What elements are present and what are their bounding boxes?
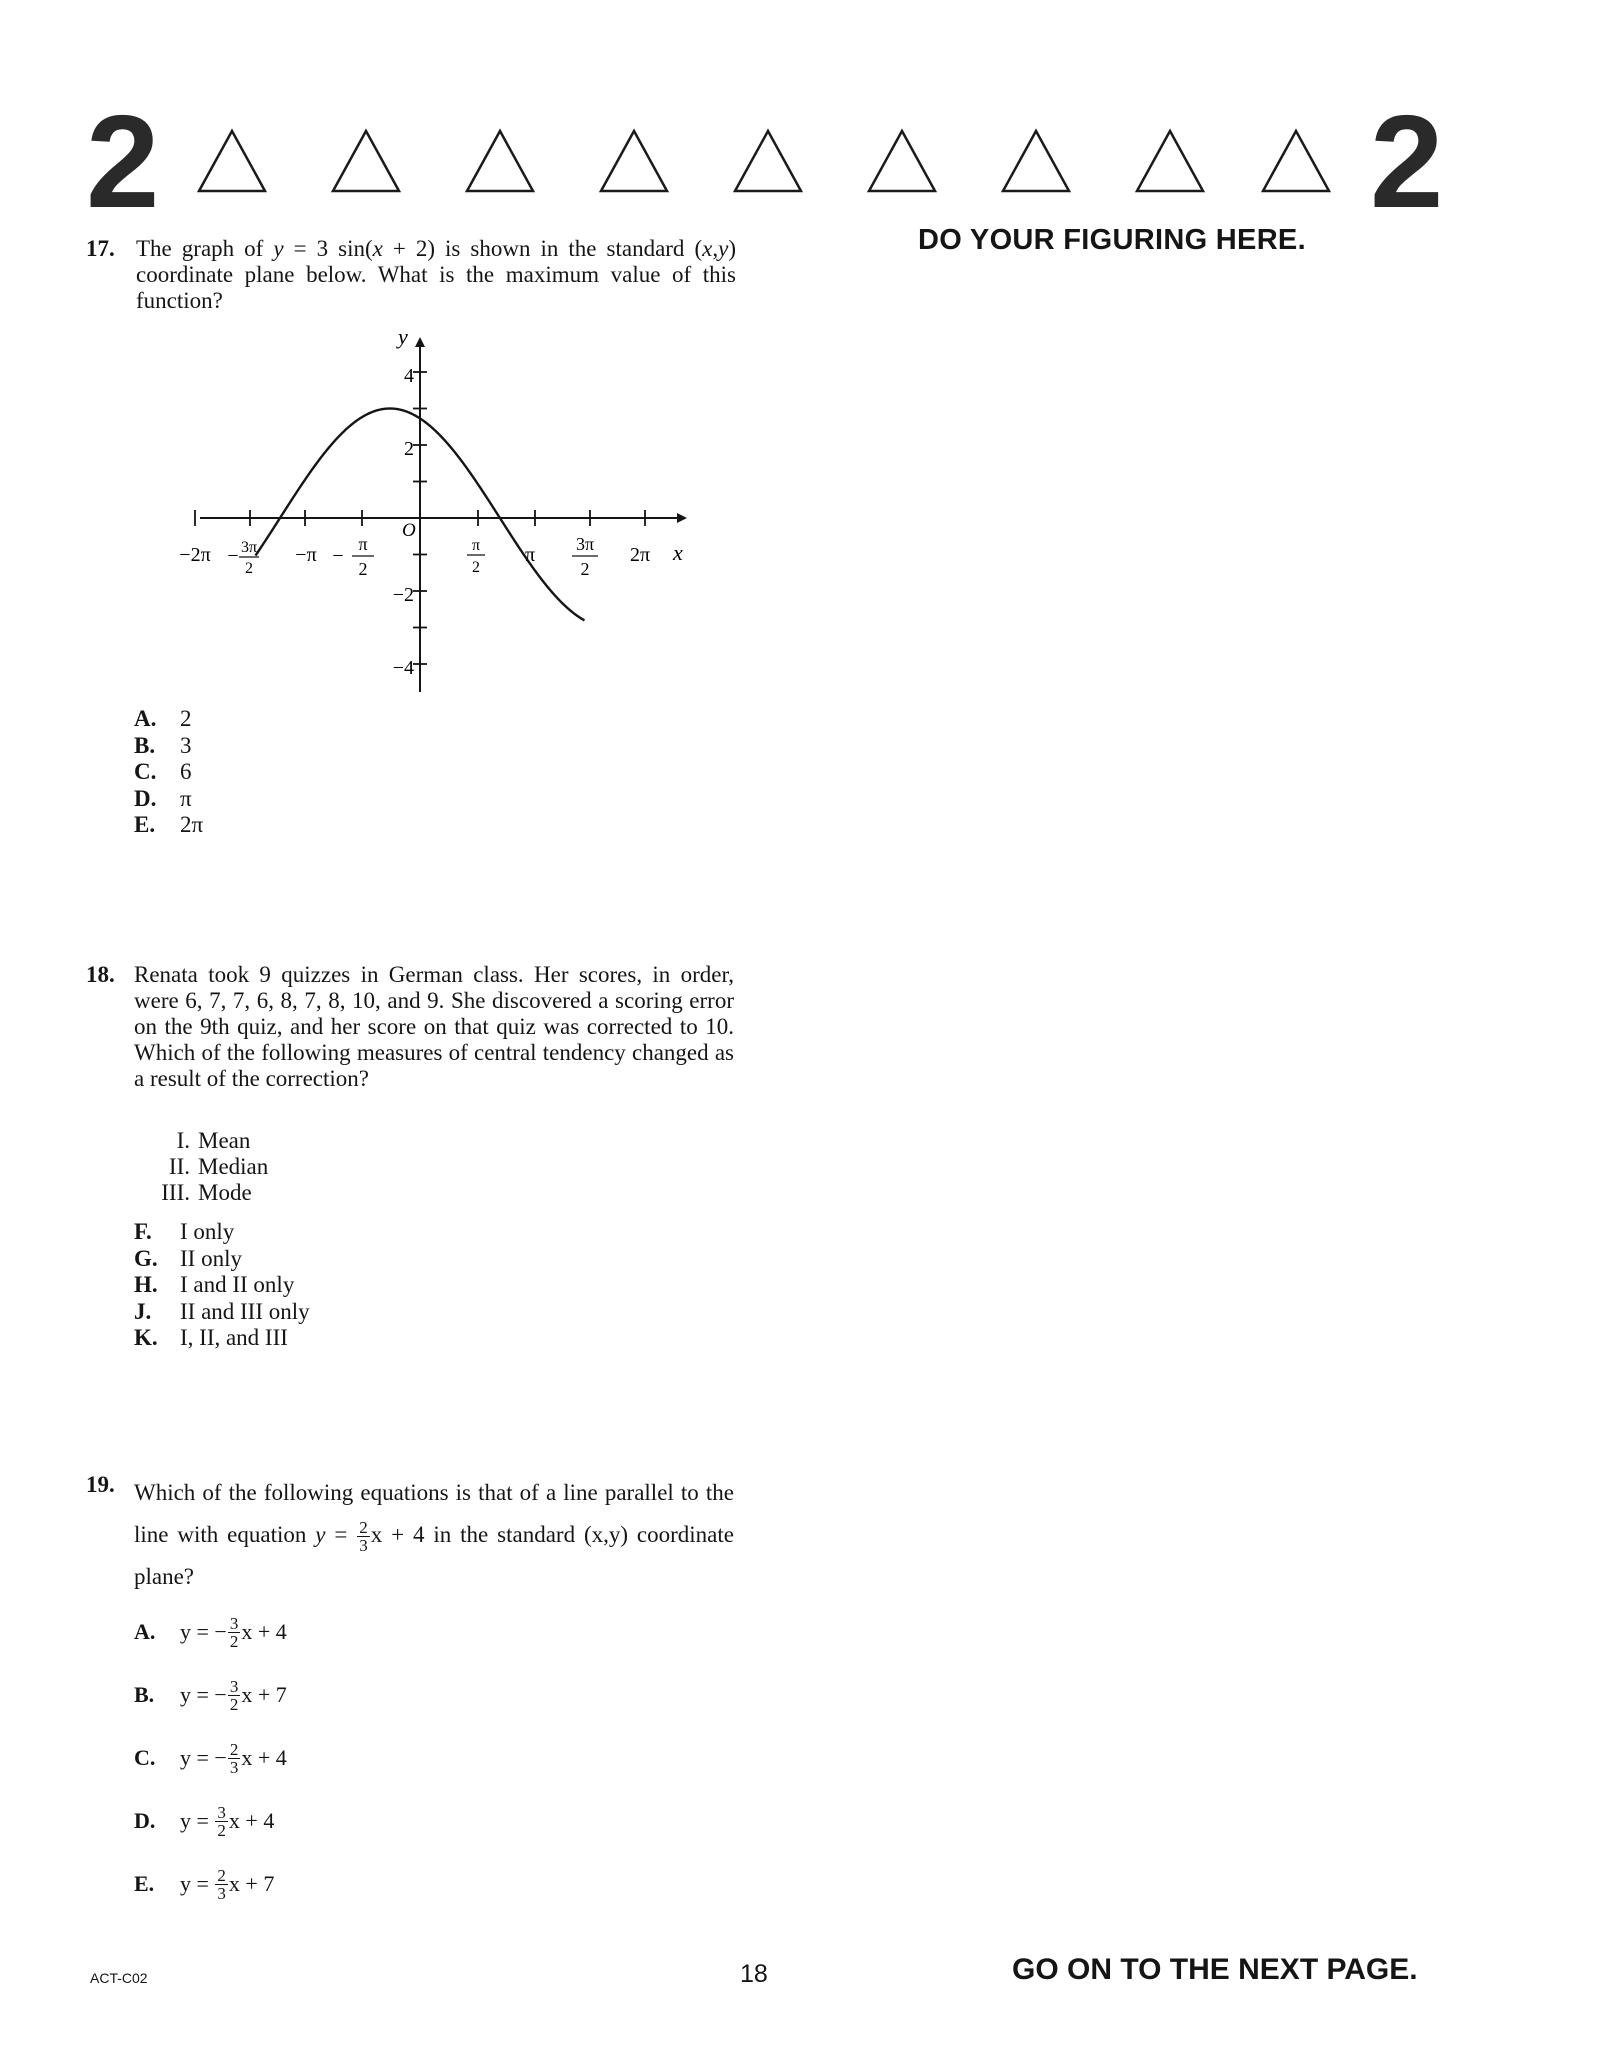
answer-choice[interactable]: D. y = $\frac{3}{2}$ x + 4 [134, 1802, 275, 1840]
page-number: 18 [740, 1960, 768, 1988]
x-tick-label-num: π [358, 534, 368, 554]
answer-choice[interactable]: K. I, II, and III [134, 1325, 288, 1350]
x-tick-label-prefix: − [227, 545, 239, 567]
x-tick-label-num: 3π [575, 534, 595, 554]
triangle-icon [1134, 128, 1206, 194]
form-code: ACT-C02 [90, 1970, 148, 1986]
answer-choice[interactable]: C. y = − $\frac{2}{3}$ x + 4 [134, 1739, 287, 1777]
triangle-icon [732, 128, 804, 194]
x-tick-label-den: 2 [245, 560, 253, 577]
y-tick-label: 2 [404, 438, 414, 460]
x-tick-label-num: π [471, 537, 481, 554]
question-18-number: 18. [86, 962, 115, 987]
x-tick-label-den: 2 [580, 559, 590, 579]
sine-graph [160, 320, 700, 700]
answer-choice[interactable]: E. y = $\frac{2}{3}$ x + 7 [134, 1865, 275, 1903]
triangle-icon [598, 128, 670, 194]
answer-choice[interactable]: D. π [134, 785, 192, 811]
question-17-stem: The graph of y = 3 sin(x + 2) is shown in the standard (x,y) coordinate plane below. What is the maximum value of this function? [136, 236, 736, 313]
question-19-number: 19. [86, 1472, 115, 1497]
triangle-icon [866, 128, 938, 194]
x-tick-label: −2π [179, 544, 211, 566]
question-18-stem: Renata took 9 quizzes in German class. Her scores, in order, were 6, 7, 7, 6, 8, 7, 8, 10, and 9. She discovered a scoring error on the 9th quiz, and her score on that quiz was corrected to 10. Which of the following measures of central tendency changed as a result of the correction? [134, 962, 734, 1091]
answer-choice[interactable]: C. 6 [134, 759, 192, 784]
figuring-label: DO YOUR FIGURING HERE. [918, 224, 1306, 256]
next-page-instruction: GO ON TO THE NEXT PAGE. [1012, 1953, 1418, 1986]
question-19-choices [134, 1612, 287, 1904]
x-axis-label: x [673, 540, 683, 565]
question-17-number: 17. [86, 236, 115, 261]
x-tick-label-den: 2 [358, 559, 368, 579]
fraction: $\frac{2}{3}$ [359, 1518, 368, 1556]
triangle-icon [1260, 128, 1332, 194]
triangle-icon [1000, 128, 1072, 194]
answer-choice[interactable]: J. II and III only [134, 1298, 310, 1324]
roman-option: II. Median [168, 1154, 269, 1179]
y-axis-label: y [398, 324, 408, 349]
triangle-icon [464, 128, 536, 194]
answer-choice[interactable]: A. y = − $\frac{3}{2}$ x + 4 [134, 1613, 287, 1651]
x-tick-label: −π [295, 544, 317, 566]
roman-option: III. Mode [161, 1180, 252, 1205]
answer-choice[interactable]: B. 3 [134, 732, 192, 758]
answer-choice[interactable]: A. 2 [134, 706, 192, 731]
question-17-choices [134, 706, 203, 839]
answer-choice[interactable]: G. II only [134, 1245, 242, 1271]
x-tick-label: π [524, 544, 536, 566]
answer-choice[interactable]: F. I only [134, 1219, 235, 1244]
y-tick-label: −4 [392, 657, 414, 679]
x-tick-label-den: 2 [472, 559, 480, 576]
answer-choice[interactable]: E. 2π [134, 812, 204, 837]
x-tick-label-prefix: − [332, 545, 344, 567]
section-number-right: 2 [1370, 88, 1444, 235]
origin-label: O [402, 520, 416, 541]
triangle-icon [196, 128, 268, 194]
y-tick-label: −2 [392, 584, 414, 606]
question-18-options [160, 1128, 268, 1206]
section-number-left: 2 [86, 88, 160, 235]
answer-choice[interactable]: H. I and II only [134, 1272, 295, 1297]
y-tick-label: 4 [404, 365, 414, 387]
answer-choice[interactable]: B. y = − $\frac{3}{2}$ x + 7 [134, 1676, 287, 1714]
question-19-stem: Which of the following equations is that of a line parallel to the line with equation y = $\frac{2}{3}$ x + 4 in the standard (x,y) coordinate plane? [134, 1480, 734, 1589]
question-18-choices [134, 1219, 310, 1352]
x-tick-label-num: 3π [240, 539, 258, 556]
x-tick-label: 2π [629, 544, 651, 566]
triangle-icon [330, 128, 402, 194]
roman-option: I. Mean [176, 1128, 251, 1153]
